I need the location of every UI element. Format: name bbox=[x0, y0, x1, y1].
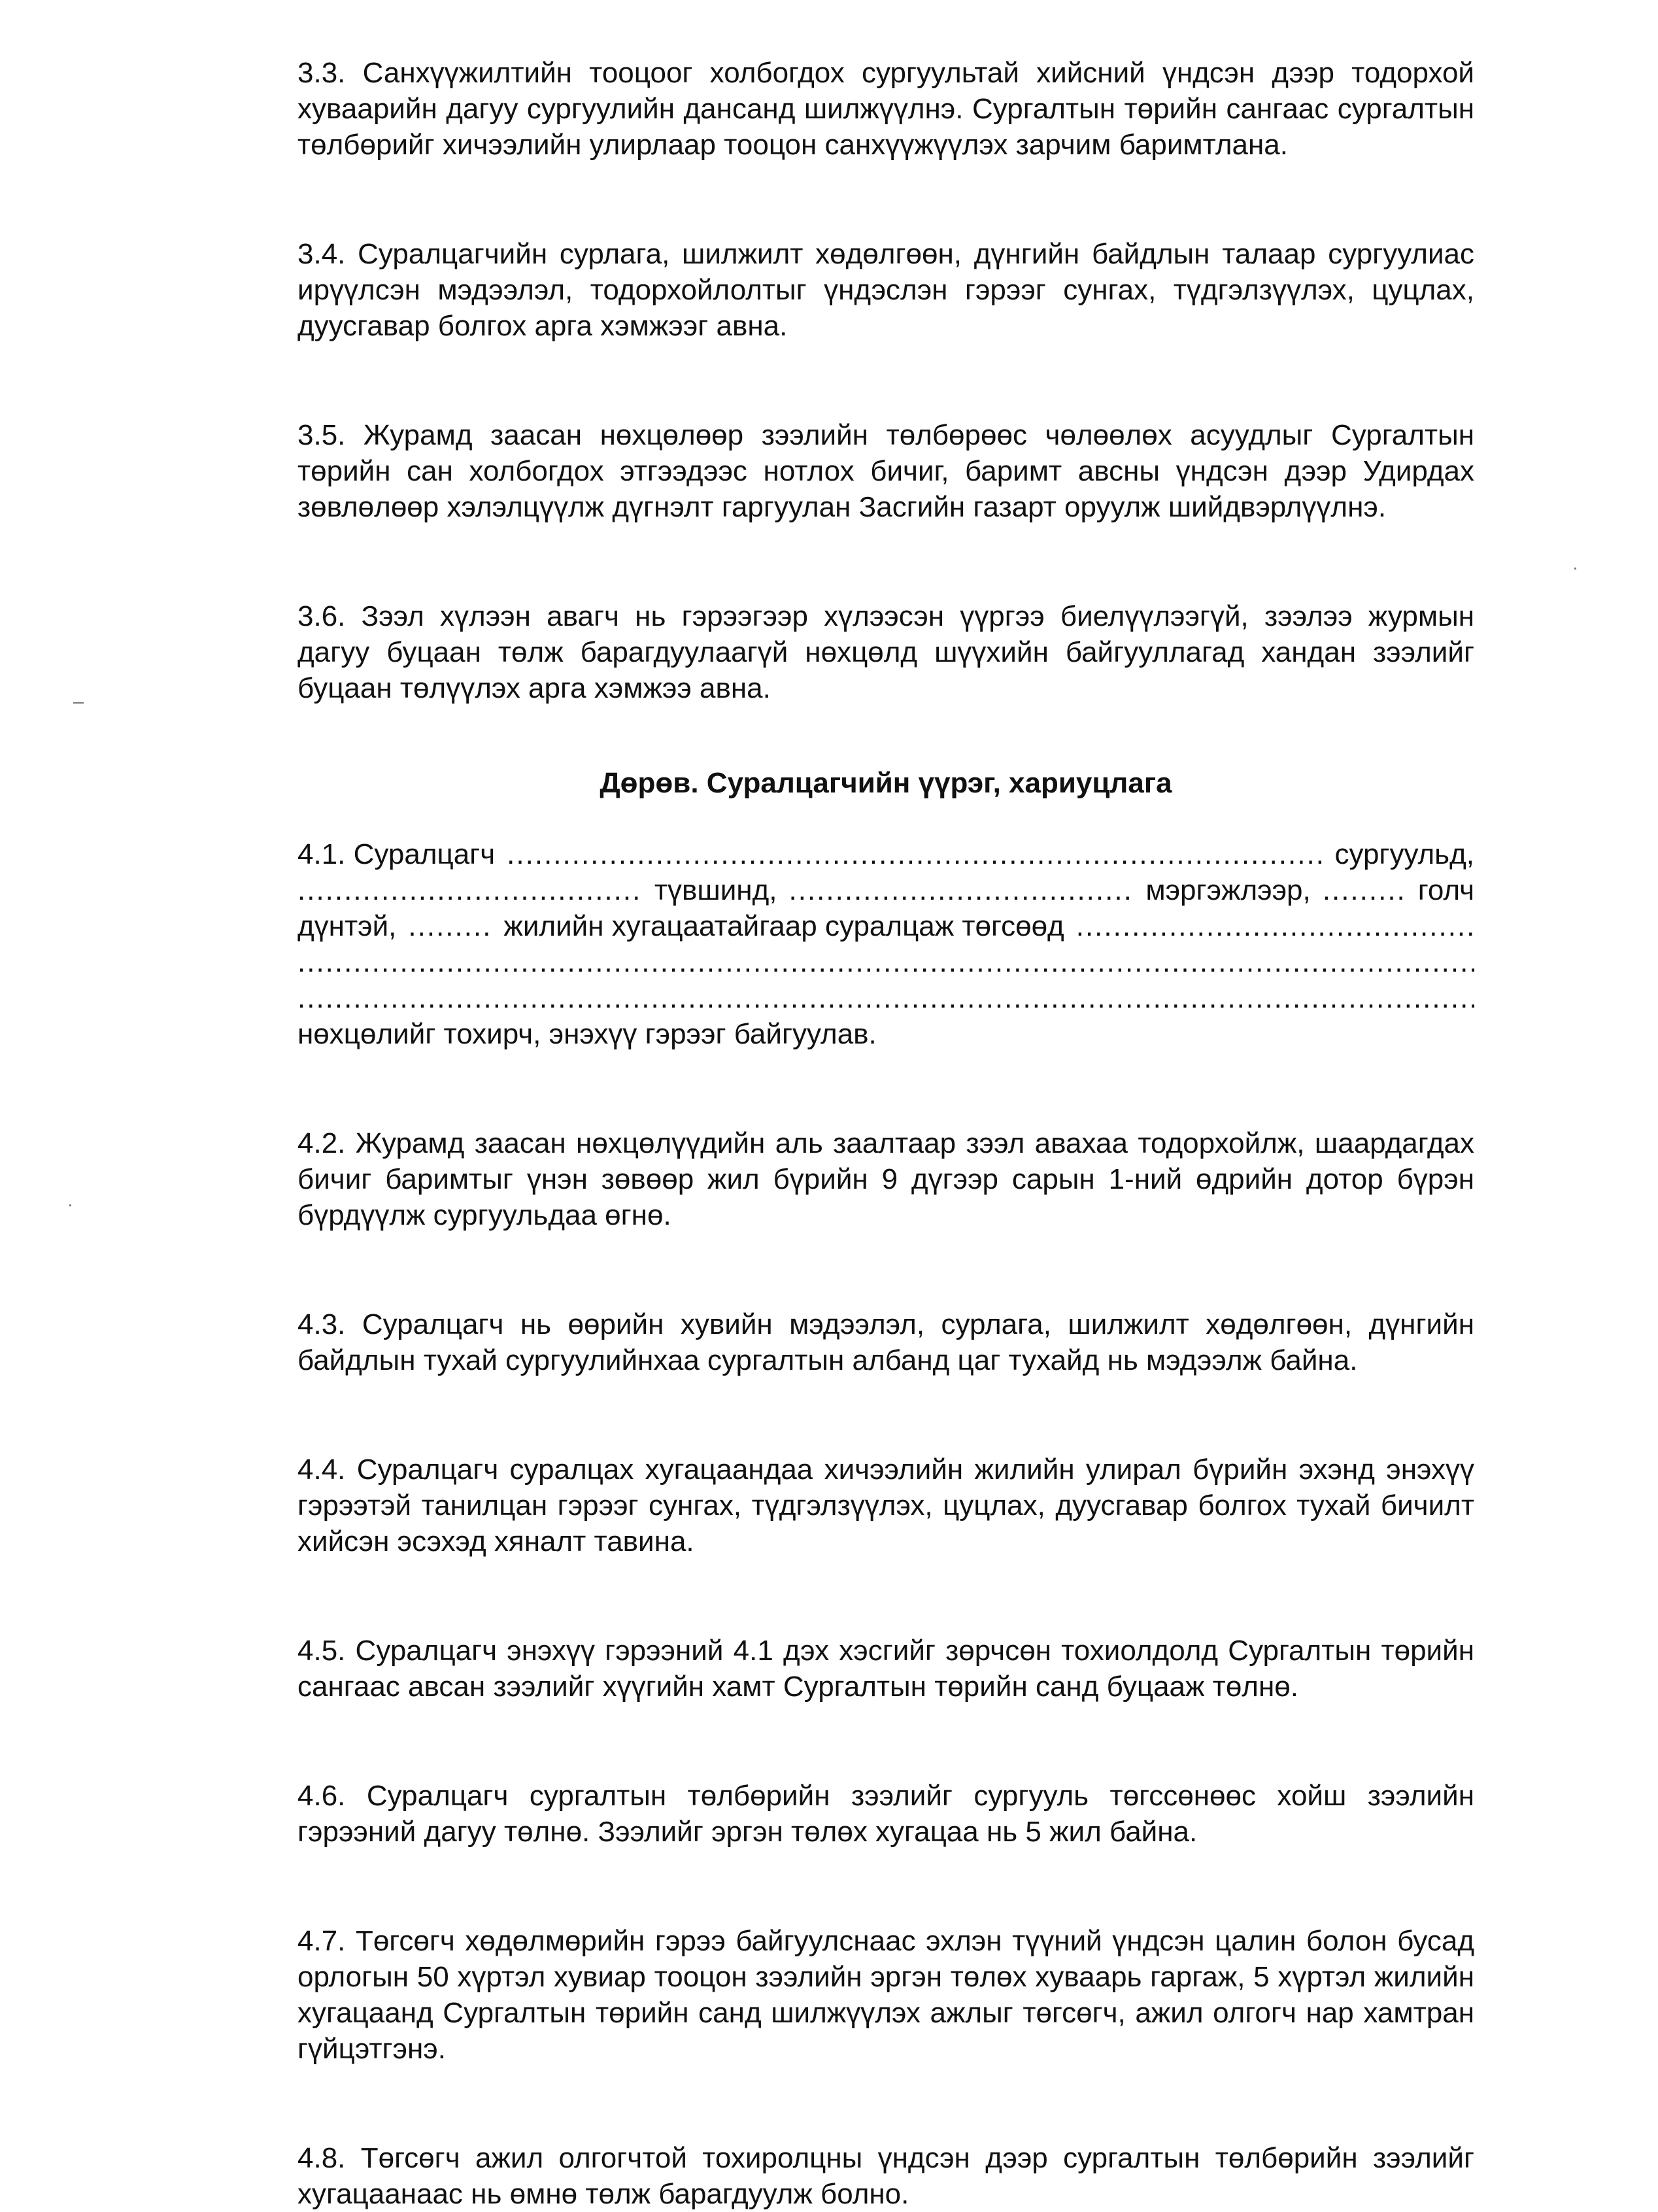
p41-duration: жилийн хугацаатайгаар суралцаж төгсөөд bbox=[503, 910, 1064, 942]
p41-level: түвшинд, bbox=[654, 874, 777, 906]
p41-gpa: дүнтэй, bbox=[297, 910, 397, 942]
blank-school bbox=[507, 836, 1323, 872]
document-page bbox=[297, 55, 1474, 2212]
section-heading: Дөрөв. Суралцагчийн үүрэг, хариуцлага bbox=[600, 767, 1172, 799]
blank-main bbox=[1323, 872, 1406, 908]
blank-condition-2 bbox=[297, 944, 1474, 980]
paragraph-3-4: 3.4. Суралцагчийн сурлага, шилжилт хөдөлгөөн, дүнгийн байдлын талаар сургуулиас ирүүлсэн мэдээлэл, тодорхойлолтыг үндэслэн гэрээг сунгах, түдгэлзүүлэх, цуцлах, дуусгавар болгох арга хэмжээг авна. bbox=[297, 238, 1474, 342]
p41-school: сургуульд, bbox=[1334, 838, 1474, 870]
fill-line-1 bbox=[297, 836, 1474, 872]
fill-line-3 bbox=[297, 908, 1474, 944]
paragraph-4-2: 4.2. Журамд заасан нөхцөлүүдийн аль заалтаар зээл авахаа тодорхойлж, шаардагдах бичиг баримтыг үнэн зөвөөр жил бүрийн 9 дүгээр сарын 1-ний өдрийн дотор бүрэн бүрдүүлж сургуульдаа өгнө. bbox=[297, 1127, 1474, 1231]
scan-mark bbox=[73, 702, 84, 704]
paragraph-4-3: 4.3. Суралцагч нь өөрийн хувийн мэдээлэл, сурлага, шилжилт хөдөлгөөн, дүнгийн байдлын тухай сургуулийнхаа сургалтын албанд цаг тухайд нь мэдээлж байна. bbox=[297, 1308, 1474, 1376]
paragraph-3-3: 3.3. Санхүүжилтийн тооцоог холбогдох сургуультай хийсний үндсэн дээр тодорхой хуваарийн дагуу сургуулийн дансанд шилжүүлнэ. Сургалтын төрийн сангаас сургалтын төлбөрийг хичээлийн улирлаар тооцон санхүүжүүлэх зарчим баримтлана. bbox=[297, 57, 1474, 161]
scan-mark bbox=[1574, 568, 1576, 570]
paragraph-3-6: 3.6. Зээл хүлээн авагч нь гэрээгээр хүлээсэн үүргээ биелүүлээгүй, зээлээ журмын дагуу буцаан төлж барагдуулаагүй нөхцөлд шүүхийн байгууллагад хандан зээлийг буцаан төлүүлэх арга хэмжээ авна. bbox=[297, 600, 1474, 704]
paragraph-4-5: 4.5. Суралцагч энэхүү гэрээний 4.1 дэх хэсгийг зөрчсөн тохиолдолд Сургалтын төрийн сангаас авсан зээлийг хүүгийн хамт Сургалтын төрийн санд буцааж төлнө. bbox=[297, 1635, 1474, 1703]
paragraph-4-8: 4.8. Төгсөгч ажил олгогчтой тохиролцны үндсэн дээр сургалтын төлбөрийн зээлийг хугацаанаас нь өмнө төлж барагдуулж болно. bbox=[297, 2142, 1474, 2210]
paragraph-4-7: 4.7. Төгсөгч хөдөлмөрийн гэрээ байгуулснаас эхлэн түүний үндсэн цалин болон бусад орлогын 50 хүртэл хувиар тооцон зээлийн эргэн төлөх хуваарь гаргаж, 5 хүртэл жилийн хугацаанд Сургалтын төрийн санд шилжүүлэх ажлыг төгсөгч, ажил олгогч нар хамтран гүйцэтгэнэ. bbox=[297, 1925, 1474, 2065]
paragraph-4-4: 4.4. Суралцагч суралцах хугацаандаа хичээлийн жилийн улирал бүрийн эхэнд энэхүү гэрээтэй танилцан гэрээг сунгах, түдгэлзүүлэх, цуцлах, дуусгавар болгох тухай бичилт хийсэн эсэхэд хяналт тавина. bbox=[297, 1454, 1474, 1557]
fill-line-2 bbox=[297, 872, 1474, 908]
blank-condition-3 bbox=[297, 980, 1474, 1016]
p41-end: нөхцөлийг тохирч, энэхүү гэрээг байгуулав. bbox=[297, 1018, 877, 1050]
blank-gpa bbox=[408, 908, 492, 944]
blank-level bbox=[297, 872, 643, 908]
paragraph-4-1 bbox=[297, 836, 1474, 1052]
paragraph-4-6: 4.6. Суралцагч сургалтын төлбөрийн зээлийг сургууль төгссөнөөс хойш зээлийн гэрээний дагуу төлнө. Зээлийг эргэн төлөх хугацаа нь 5 жил байна. bbox=[297, 1780, 1474, 1848]
fill-line-5 bbox=[297, 980, 1474, 1016]
blank-major bbox=[788, 872, 1134, 908]
blank-condition bbox=[1076, 908, 1474, 944]
paragraph-3-5: 3.5. Журамд заасан нөхцөлөөр зээлийн төлбөрөөс чөлөөлөх асуудлыг Сургалтын төрийн сан холбогдох этгээдээс нотлох бичиг, баримт авсны үндсэн дээр Удирдах зөвлөлөөр хэлэлцүүлж дүгнэлт гаргуулан Засгийн газарт оруулж шийдвэрлүүлнэ. bbox=[297, 419, 1474, 523]
p41-start: 4.1. Суралцагч bbox=[297, 838, 496, 870]
p41-major: мэргэжлээр, bbox=[1145, 874, 1311, 906]
fill-line-4 bbox=[297, 944, 1474, 980]
scan-mark bbox=[69, 1204, 71, 1206]
p41-main: голч bbox=[1417, 874, 1474, 906]
